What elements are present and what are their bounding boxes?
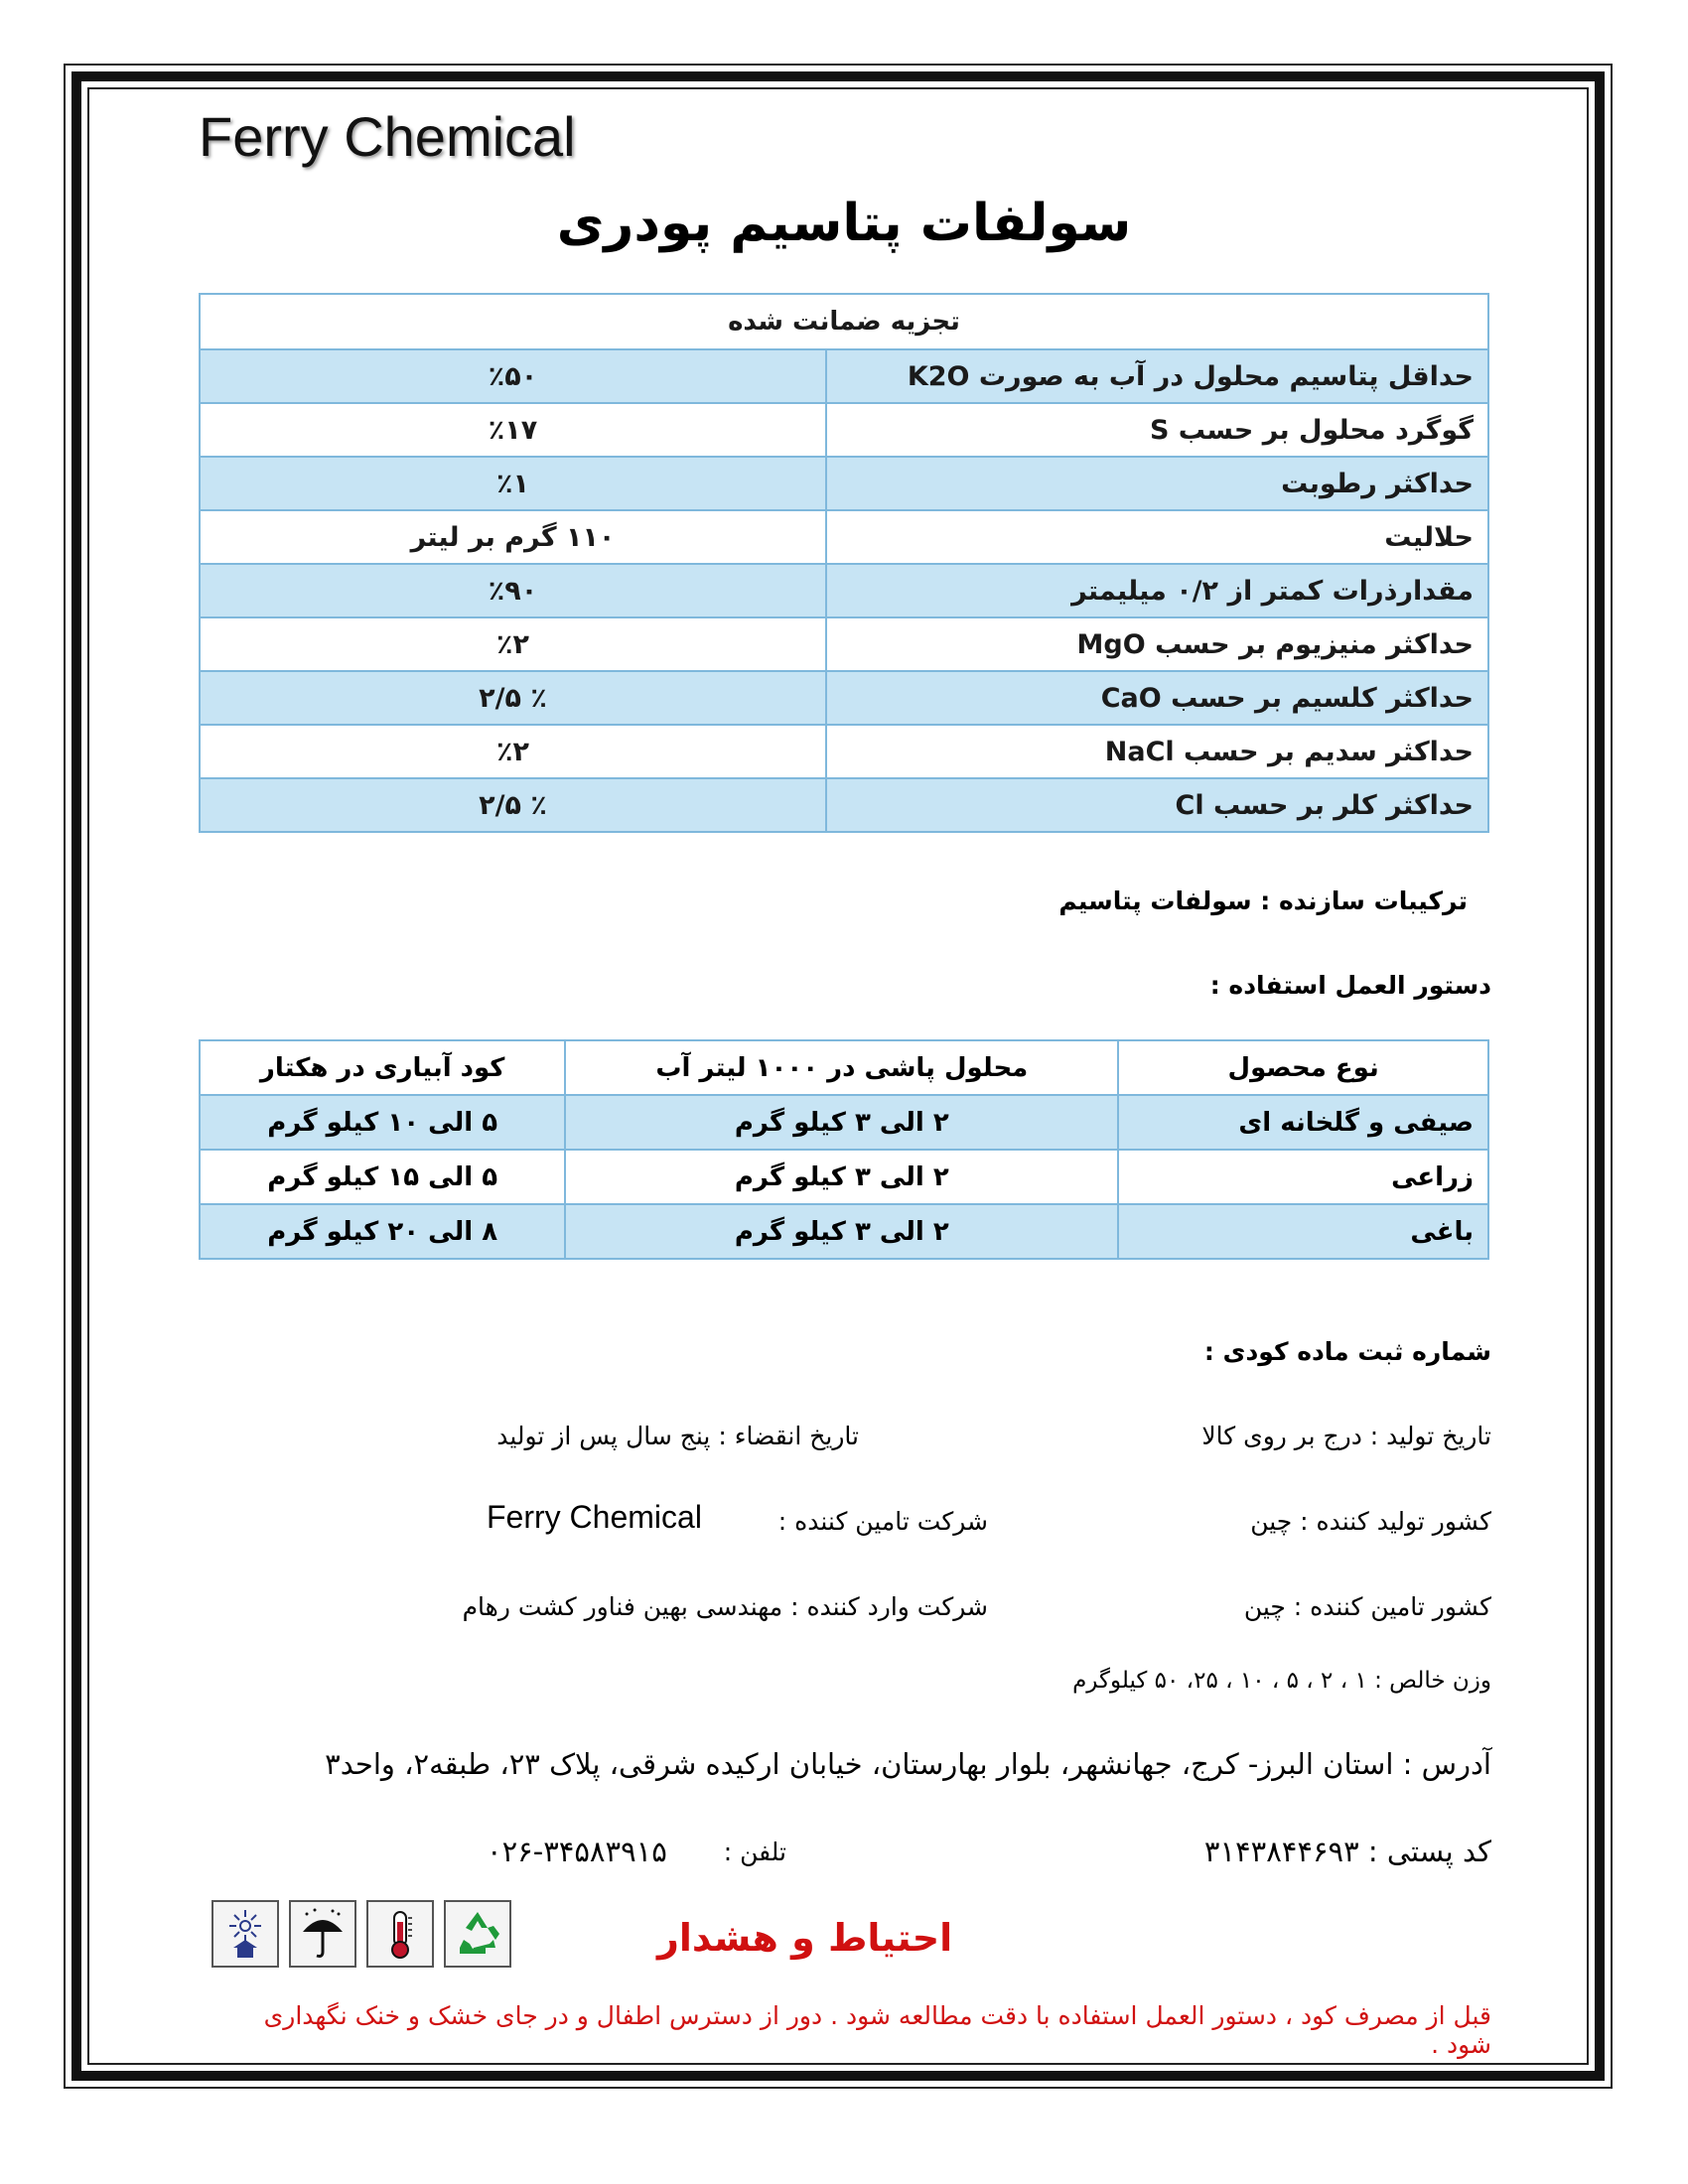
usage-table — [199, 1039, 1489, 1260]
phone-number: ۰۲۶-۳۴۵۸۳۹۱۵ — [487, 1835, 667, 1868]
registration-number: شماره ثبت ماده کودی : — [1203, 1337, 1491, 1366]
supplier-company-label: شرکت تامین کننده : — [777, 1507, 988, 1536]
guaranteed-analysis-table — [199, 293, 1489, 833]
net-weight: وزن خالص : ۱ ، ۲ ، ۵ ، ۱۰ ، ۲۵، ۵۰ کیلوگرم — [1072, 1668, 1491, 1694]
keep-dry-umbrella-icon — [289, 1900, 356, 1968]
usage-title: دستور العمل استفاده : — [1209, 971, 1491, 1000]
table-row: زراعی ۲ الی ۳ کیلو گرم ۵ الی ۱۵ کیلو گرم — [200, 1150, 1488, 1204]
table-row: مقدارذرات کمتر از ۰/۲ میلیمتر ٪۹۰ — [200, 564, 1488, 617]
table-row: صیفی و گلخانه ای ۲ الی ۳ کیلو گرم ۵ الی ۱۰ کیلو گرم — [200, 1095, 1488, 1150]
table-row: حداکثر رطوبت ٪۱ — [200, 457, 1488, 510]
table-row: حداکثر کلر بر حسب Cl ٪ ۲/۵ — [200, 778, 1488, 832]
table-row: حداکثر سدیم بر حسب NaCl ٪۲ — [200, 725, 1488, 778]
brand-name: Ferry Chemical — [199, 105, 576, 168]
supplier-country: کشور تامین کننده : چین — [1243, 1592, 1491, 1621]
analysis-header: تجزیه ضمانت شده — [200, 294, 1488, 349]
address: آدرس : استان البرز- کرج، جهانشهر، بلوار بهارستان، خیابان ارکیده شرقی، پلاک ۲۳، طبقه۲، واحد۳ — [325, 1747, 1491, 1781]
warning-text: قبل از مصرف کود ، دستور العمل استفاده با دقت مطالعه شود . دور از دسترس اطفال و در جای خشک و خنک نگهداری شود . — [263, 2001, 1491, 2059]
table-row: گوگرد محلول بر حسب S ٪۱۷ — [200, 403, 1488, 457]
postal-code: کد پستی : ۳۱۴۳۸۴۴۶۹۳ — [1203, 1835, 1491, 1868]
table-row: باغی ۲ الی ۳ کیلو گرم ۸ الی ۲۰ کیلو گرم — [200, 1204, 1488, 1259]
phone-label: تلفن : — [723, 1838, 786, 1866]
producer-country: کشور تولید کننده : چین — [1250, 1507, 1491, 1536]
supplier-company: Ferry Chemical — [487, 1499, 702, 1535]
ingredients-line: ترکیبات سازنده : سولفات پتاسیم — [1058, 887, 1468, 915]
table-row: حداقل پتاسیم محلول در آب به صورت K2O ٪۵۰ — [200, 349, 1488, 403]
temperature-icon — [366, 1900, 434, 1968]
table-row: حداکثر منیزیوم بر حسب MgO ٪۲ — [200, 617, 1488, 671]
keep-away-from-sunlight-icon — [211, 1900, 279, 1968]
importer-company: شرکت وارد کننده : مهندسی بهین فناور کشت رهام — [462, 1592, 988, 1621]
recycle-icon — [444, 1900, 511, 1968]
handling-icons — [211, 1900, 511, 1968]
warning-title: احتیاط و هشدار — [657, 1916, 953, 1960]
table-row: حلالیت ۱۱۰ گرم بر لیتر — [200, 510, 1488, 564]
expiry-date: تاریخ انقضاء : پنج سال پس از تولید — [496, 1422, 859, 1450]
production-date: تاریخ تولید : درج بر روی کالا — [1201, 1422, 1491, 1450]
product-title: سولفات پتاسیم پودری — [556, 194, 1132, 253]
table-row: حداکثر کلسیم بر حسب CaO ٪ ۲/۵ — [200, 671, 1488, 725]
usage-header-row: نوع محصول محلول پاشی در ۱۰۰۰ لیتر آب کود آبیاری در هکتار — [200, 1040, 1488, 1095]
